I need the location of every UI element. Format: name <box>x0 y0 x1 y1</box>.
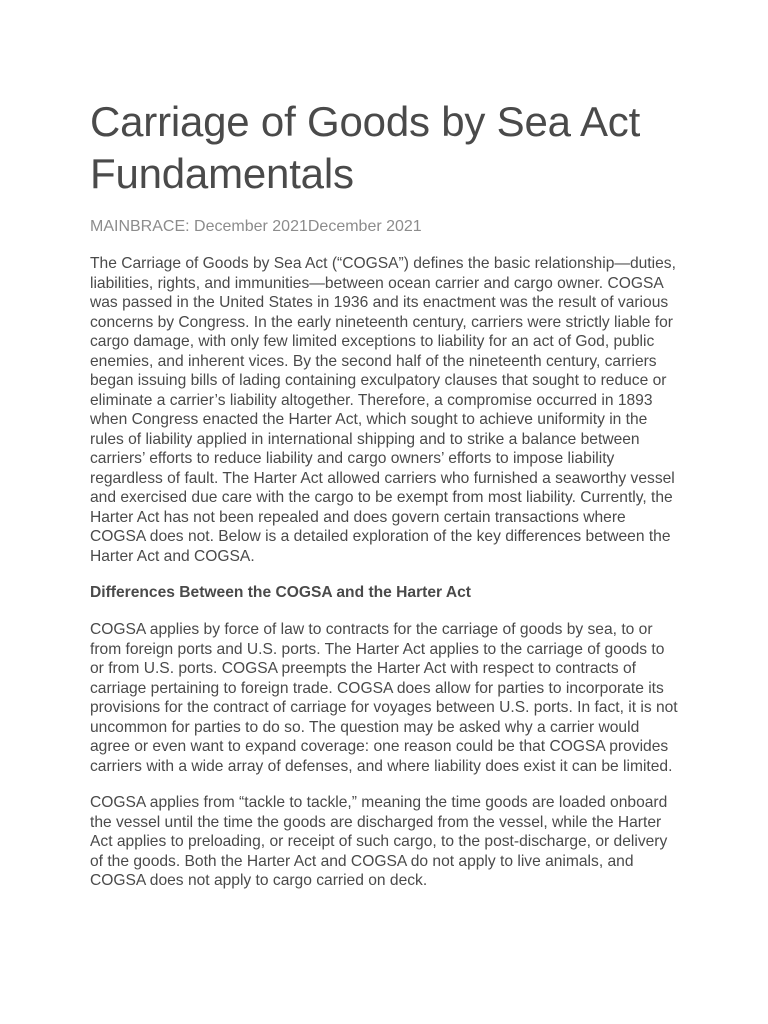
article-meta: MAINBRACE: December 2021December 2021 <box>90 218 422 235</box>
article <box>90 96 682 891</box>
paragraph-tackle: COGSA applies from “tackle to tackle,” meaning the time goods are loaded onboard the vessel until the time the goods are discharged from the vessel, while the Harter Act applies to preloading, or receipt of such cargo, to the post-discharge, or delivery of the goods. Both the Harter Act and COGSA do not apply to live animals, and COGSA does not apply to cargo carried on deck. <box>90 794 668 889</box>
paragraph-scope: COGSA applies by force of law to contracts for the carriage of goods by sea, to or from foreign ports and U.S. ports. The Harter Act applies to the carriage of goods to or from U.S. ports. COGSA preempts the Harter Act with respect to contracts of carriage pertaining to foreign trade. COGSA does allow for parties to incorporate its provisions for the contract of carriage for voyages between U.S. ports. In fact, it is not uncommon for parties to do so. The question may be asked why a carrier would agree or even want to expand coverage: one reason could be that COGSA provides carriers with a wide array of defenses, and where liability does exist it can be limited. <box>90 621 678 775</box>
section-heading: Differences Between the COGSA and the Harter Act <box>90 584 471 601</box>
article-title: Carriage of Goods by Sea Act Fundamentals <box>90 98 641 197</box>
paragraph-intro: The Carriage of Goods by Sea Act (“COGSA”) defines the basic relationship—duties, liabilities, rights, and immunities—between ocean carrier and cargo owner. COGSA was passed in the United States in 1936 and its enactment was the result of various concerns by Congress. In the early nineteenth century, carriers were strictly liable for cargo damage, with only few limited exceptions to liability for an act of God, public enemies, and inherent vices. By the second half of the nineteenth century, carriers began issuing bills of lading containing exculpatory clauses that sought to reduce or eliminate a carrier’s liability altogether. Therefore, a compromise occurred in 1893 when Congress enacted the Harter Act, which sought to achieve uniformity in the rules of liability applied in international shipping and to strike a balance between carriers’ efforts to reduce liability and cargo owners’ efforts to impose liability regardless of fault. The Harter Act allowed carriers who furnished a seaworthy vessel and exercised due care with the cargo to be exempt from most liability. Currently, the Harter Act has not been repealed and does govern certain transactions where COGSA does not. Below is a detailed exploration of the key differences between the Harter Act and COGSA. <box>90 255 676 565</box>
